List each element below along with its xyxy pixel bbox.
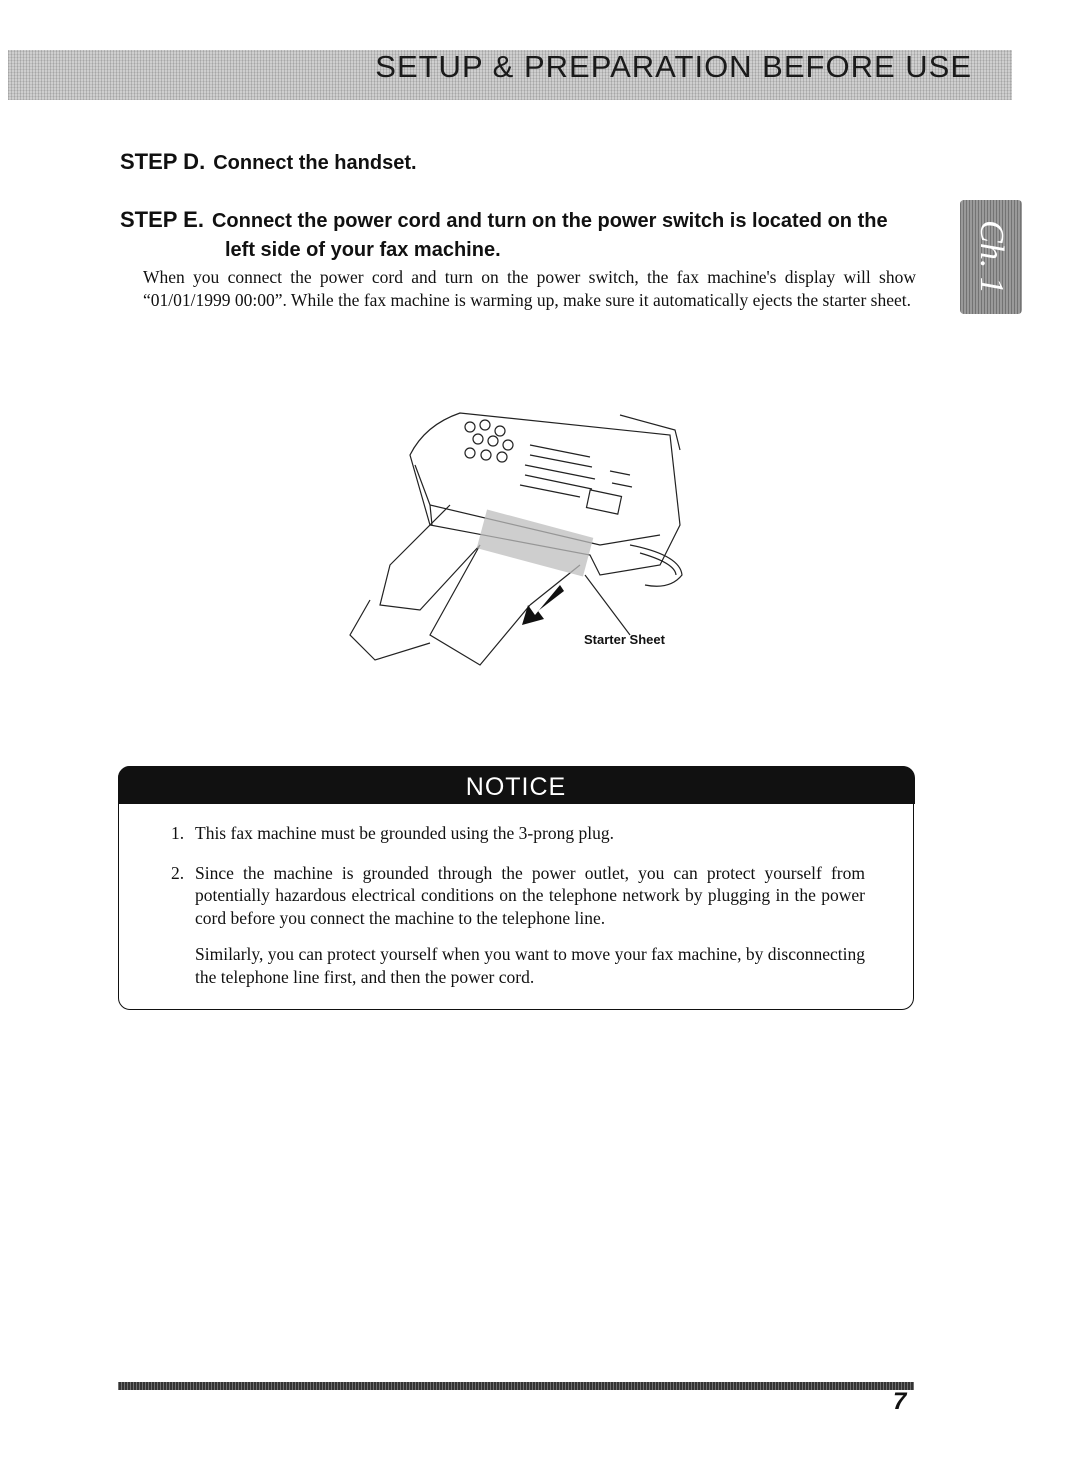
notice-item-number: 1. — [171, 823, 185, 843]
step-e-text-line2: left side of your fax machine. — [225, 239, 501, 261]
chapter-tab — [960, 200, 1022, 314]
notice-box — [118, 766, 914, 1010]
notice-item — [171, 822, 865, 845]
header-band — [8, 50, 1012, 100]
notice-item-text: This fax machine must be grounded using the 3-prong plug. — [195, 823, 614, 843]
step-d-heading — [120, 149, 417, 175]
notice-item — [171, 862, 865, 930]
starter-sheet-caption: Starter Sheet — [584, 632, 665, 647]
step-e-text-line1: Connect the power cord and turn on the power switch is located on the — [211, 210, 888, 232]
step-d-label: STEP D. — [120, 149, 206, 174]
footer-bar — [118, 1382, 914, 1390]
notice-title: NOTICE — [465, 772, 567, 801]
notice-extra-paragraph: Similarly, you can protect yourself when you want to move your fax machine, by disconnecting the telephone line first, and then the power cord. — [195, 944, 865, 987]
notice-title-bar — [118, 766, 915, 804]
step-e-body: When you connect the power cord and turn on the power switch, the fax machine's display will show “01/01/1999 00:00”. While the fax machine is warming up, make sure it automatically ejects the starter sheet. — [143, 267, 916, 310]
step-e-label: STEP E. — [120, 207, 204, 232]
page-header-title: SETUP & PREPARATION BEFORE USE — [375, 49, 972, 84]
notice-list — [171, 822, 865, 946]
notice-item-text: Since the machine is grounded through the power outlet, you can protect yourself from potentially hazardous electrical conditions on the telephone network by plugging in the power cord before you connect the machine to the telephone line. — [195, 862, 865, 928]
step-d-text: Connect the handset. — [213, 152, 417, 174]
step-e-heading — [120, 205, 930, 265]
notice-item-number: 2. — [171, 862, 185, 883]
fax-machine-illustration — [330, 405, 690, 670]
page-number: 7 — [893, 1388, 907, 1415]
chapter-tab-label: Ch. 1 — [973, 220, 1010, 294]
